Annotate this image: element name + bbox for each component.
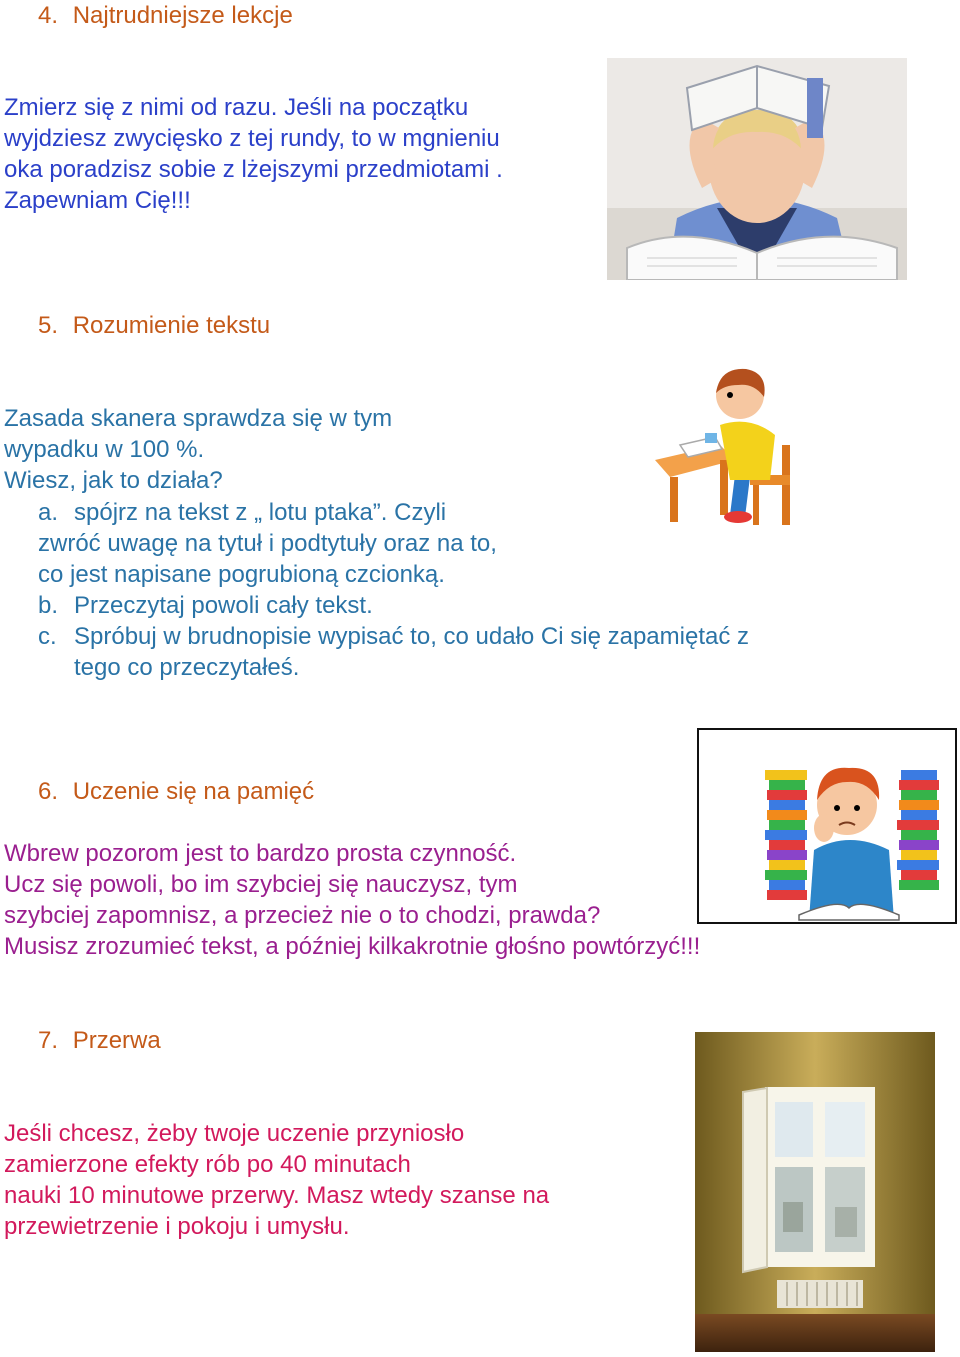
section-7-line: Jeśli chcesz, żeby twoje uczenie przyniosło (4, 1120, 465, 1147)
step-c-line: tego co przeczytałeś. (74, 654, 300, 681)
section-4-line: wyjdziesz zwycięsko z tej rundy, to w mgnieniu (4, 125, 500, 152)
section-4-title: Najtrudniejsze lekcje (72, 2, 293, 29)
step-c-marker: c. (38, 623, 57, 650)
section-6-heading (38, 776, 314, 807)
section-6-number: 6. (38, 778, 59, 805)
boy-at-desk-illustration (650, 365, 810, 530)
step-a-marker: a. (38, 499, 59, 526)
section-4-number: 4. (38, 2, 59, 29)
step-a-line: spójrz na tekst z „ lotu ptaka”. Czyli (74, 499, 447, 526)
step-a-line: zwróć uwagę na tytuł i podtytuły oraz na to, (38, 530, 497, 557)
section-7-heading (38, 1025, 161, 1056)
step-c-line: Spróbuj w brudnopisie wypisać to, co udało Ci się zapamiętać z (74, 623, 750, 650)
step-b-line: Przeczytaj powoli cały tekst. (74, 592, 373, 619)
section-6-title: Uczenie się na pamięć (72, 778, 315, 805)
section-7-line: przewietrzenie i pokoju i umysłu. (4, 1213, 350, 1240)
section-4-line: Zapewniam Cię!!! (4, 187, 191, 214)
section-4-line: oka poradzisz sobie z lżejszymi przedmiotami . (4, 156, 503, 183)
section-4-line: Zmierz się z nimi od razu. Jeśli na początku (4, 94, 469, 121)
section-5-line: Zasada skanera sprawdza się w tym (4, 405, 393, 432)
step-a-line: co jest napisane pogrubioną czcionką. (38, 561, 445, 588)
section-5-number: 5. (38, 312, 59, 339)
section-5-title: Rozumienie tekstu (72, 312, 271, 339)
section-5-line: Wiesz, jak to działa? (4, 467, 223, 494)
open-window-room-photo (695, 1032, 935, 1352)
section-7-title: Przerwa (72, 1027, 161, 1054)
section-7-number: 7. (38, 1027, 59, 1054)
section-7-line: nauki 10 minutowe przerwy. Masz wtedy szanse na (4, 1182, 550, 1209)
section-6-line: szybciej zapomnisz, a przecież nie o to chodzi, prawda? (4, 902, 601, 929)
section-6-line: Ucz się powoli, bo im szybciej się nauczysz, tym (4, 871, 518, 898)
step-b-marker: b. (38, 592, 59, 619)
section-5-heading (38, 310, 270, 341)
section-7-line: zamierzone efekty rób po 40 minutach (4, 1151, 411, 1178)
boy-with-book-on-head-photo (607, 58, 907, 280)
section-4-heading (38, 0, 293, 31)
tired-student-with-books-illustration (697, 728, 957, 924)
section-6-line: Wbrew pozorom jest to bardzo prosta czynność. (4, 840, 517, 867)
section-5-line: wypadku w 100 %. (4, 436, 205, 463)
section-6-line: Musisz zrozumieć tekst, a później kilkakrotnie głośno powtórzyć!!! (4, 933, 701, 960)
